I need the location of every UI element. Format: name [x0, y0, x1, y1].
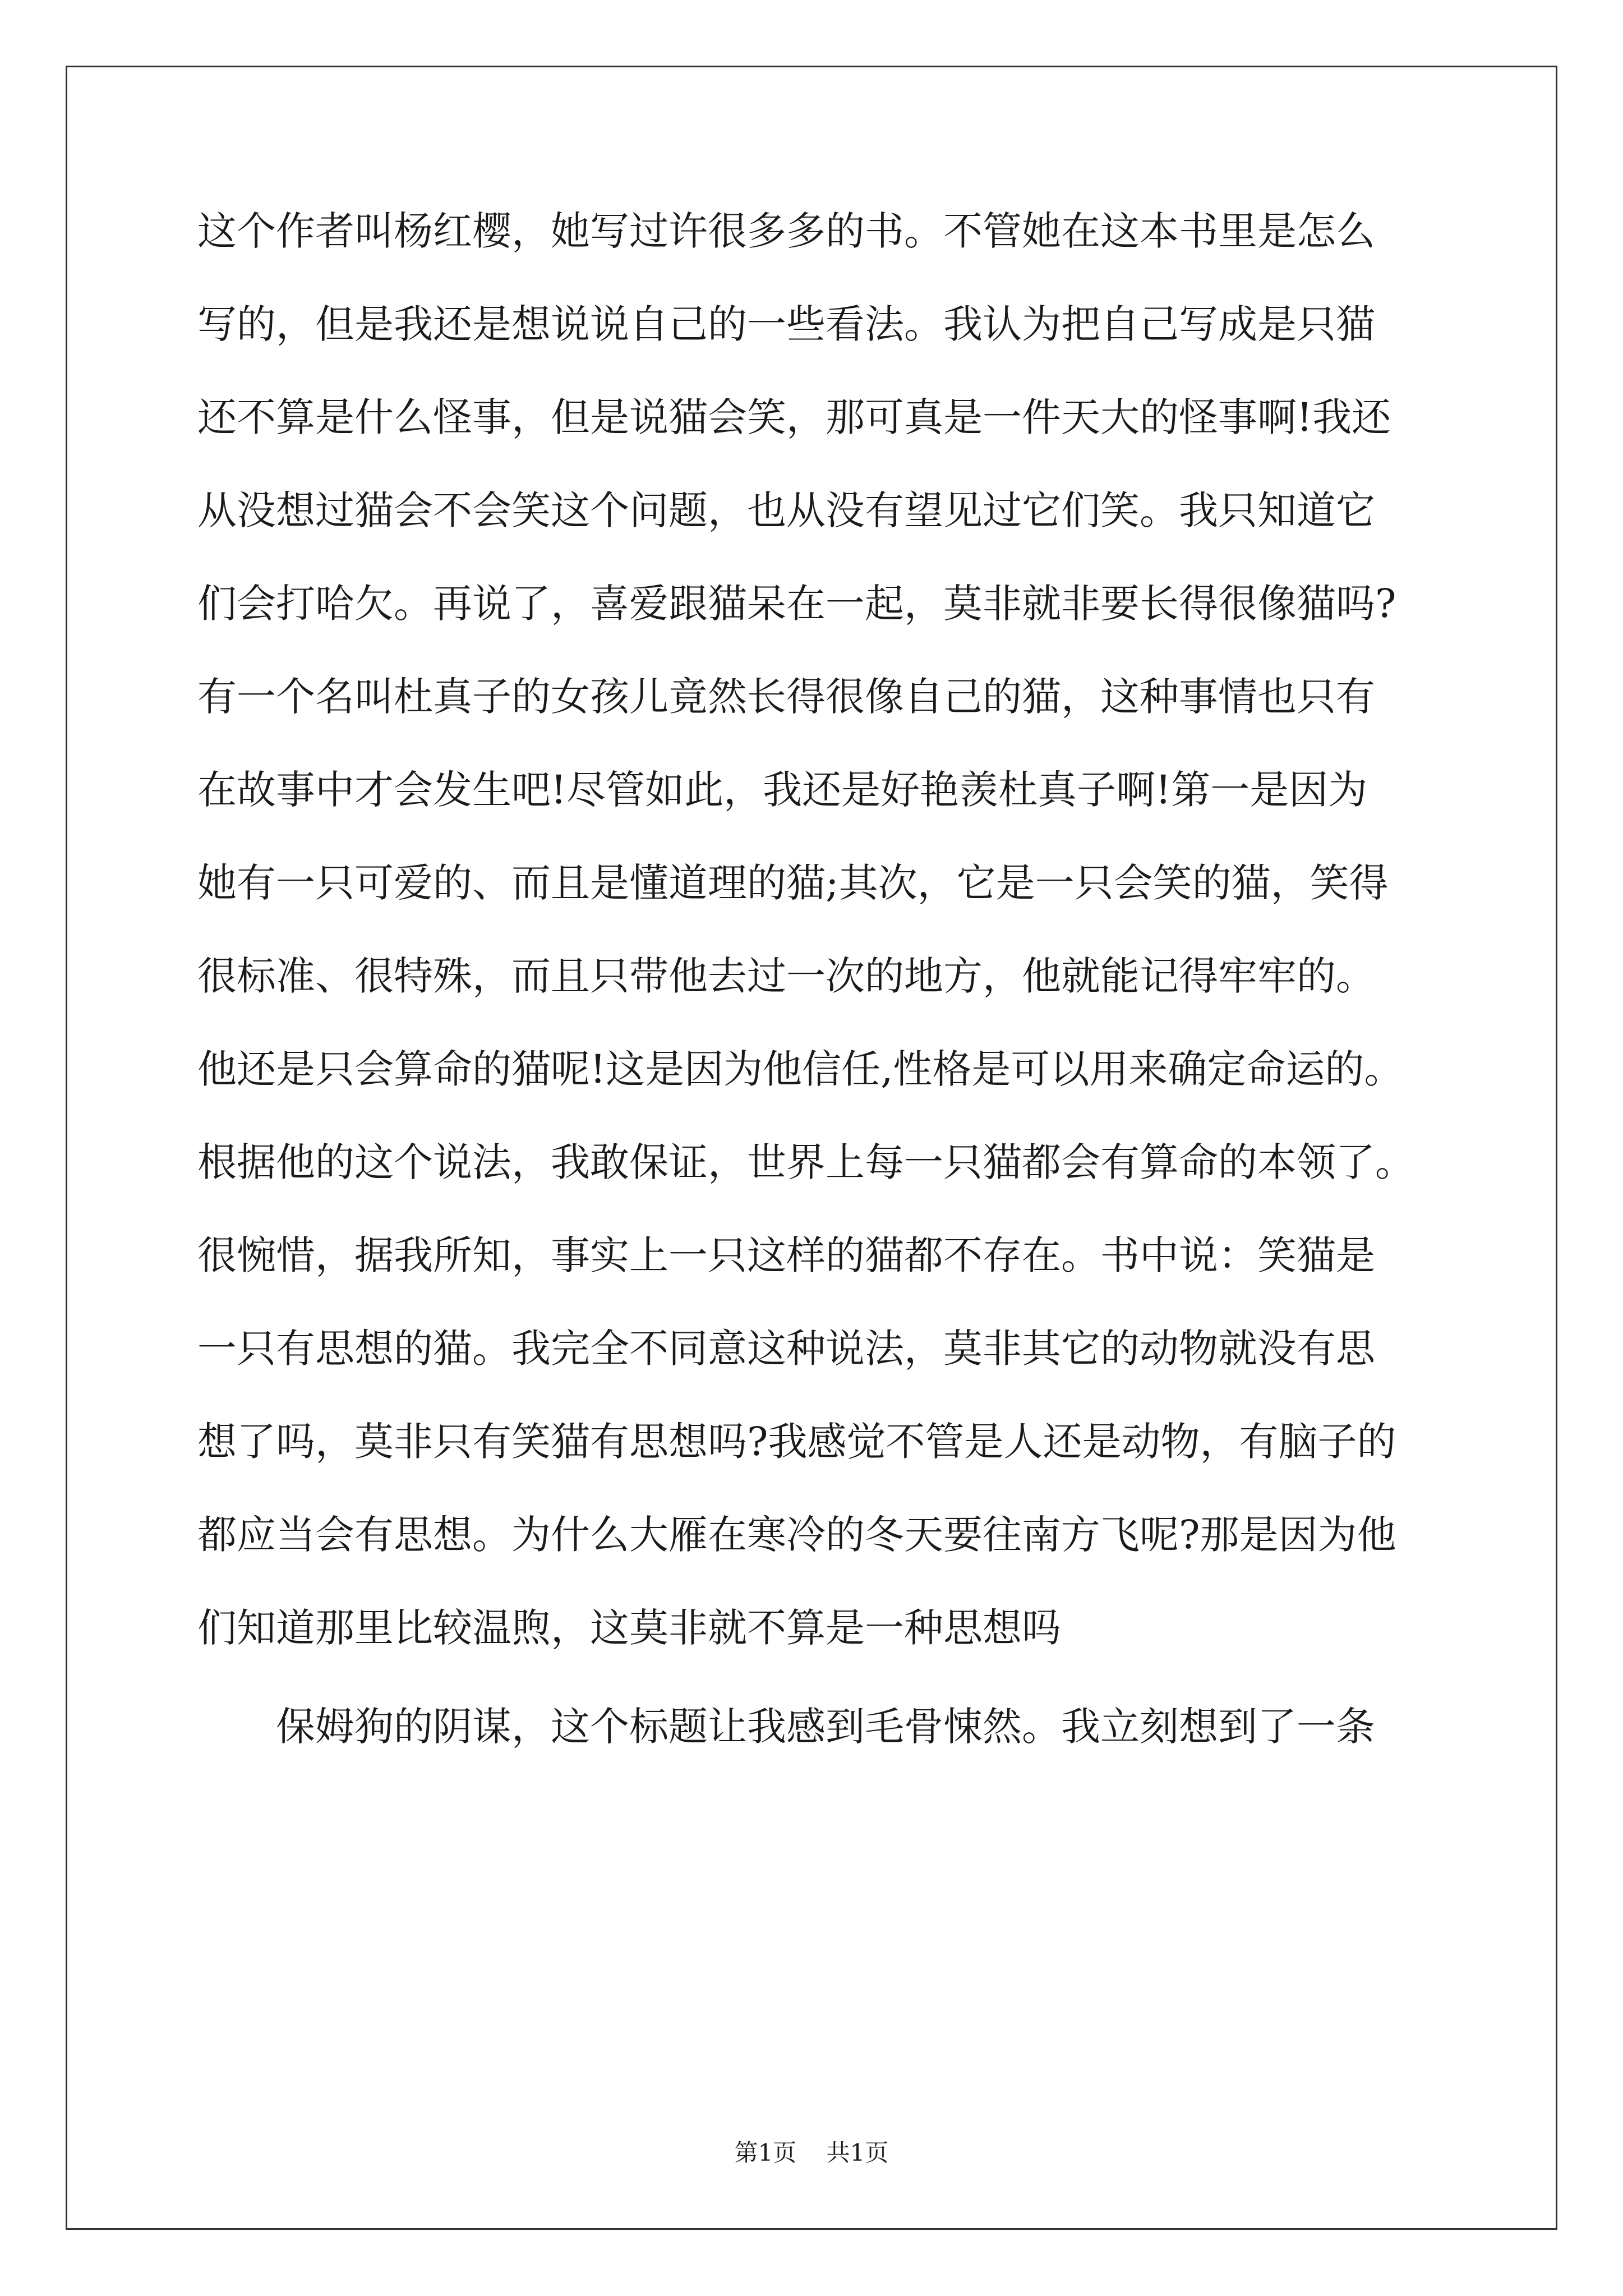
text-line: 很惋惜，据我所知，事实上一只这样的猫都不存在。书中说：笑猫是 — [197, 1232, 1375, 1278]
text-line: 想了吗，莫非只有笑猫有思想吗?我感觉不管是人还是动物，有脑子的 — [197, 1419, 1396, 1465]
text-line: 一只有思想的猫。我完全不同意这种说法，莫非其它的动物就没有思 — [197, 1326, 1375, 1372]
text-line: 有一个名叫杜真子的女孩儿竟然长得很像自己的猫，这种事情也只有 — [197, 674, 1375, 720]
text-line: 都应当会有思想。为什么大雁在寒冷的冬天要往南方飞呢?那是因为他 — [197, 1512, 1396, 1558]
text-line: 他还是只会算命的猫呢!这是因为他信任,性格是可以用来确定命运的。 — [197, 1046, 1404, 1092]
text-line: 们知道那里比较温煦，这莫非就不算是一种思想吗 — [197, 1605, 1061, 1651]
text-line: 这个作者叫杨红樱，她写过许很多多的书。不管她在这本书里是怎么 — [197, 208, 1375, 254]
text-line: 们会打哈欠。再说了，喜爱跟猫呆在一起，莫非就非要长得很像猫吗? — [197, 581, 1396, 627]
text-line: 她有一只可爱的、而且是懂道理的猫;其次，它是一只会笑的猫，笑得 — [197, 860, 1389, 906]
text-line: 在故事中才会发生吧!尽管如此，我还是好艳羡杜真子啊!第一是因为 — [197, 767, 1368, 813]
page-number-footer: 第1页 共1页 — [734, 2139, 889, 2166]
text-line: 从没想过猫会不会笑这个问题，也从没有望见过它们笑。我只知道它 — [197, 487, 1375, 533]
text-line: 很标准、很特殊，而且只带他去过一次的地方，他就能记得牢牢的。 — [197, 953, 1375, 999]
text-line: 写的，但是我还是想说说自己的一些看法。我认为把自己写成是只猫 — [197, 301, 1375, 347]
paragraph-first-line: 保姆狗的阴谋，这个标题让我感到毛骨悚然。我立刻想到了一条 — [276, 1704, 1375, 1750]
text-line: 根据他的这个说法，我敢保证，世界上每一只猫都会有算命的本领了。 — [197, 1139, 1414, 1185]
text-line: 还不算是什么怪事，但是说猫会笑，那可真是一件天大的怪事啊!我还 — [197, 394, 1391, 440]
